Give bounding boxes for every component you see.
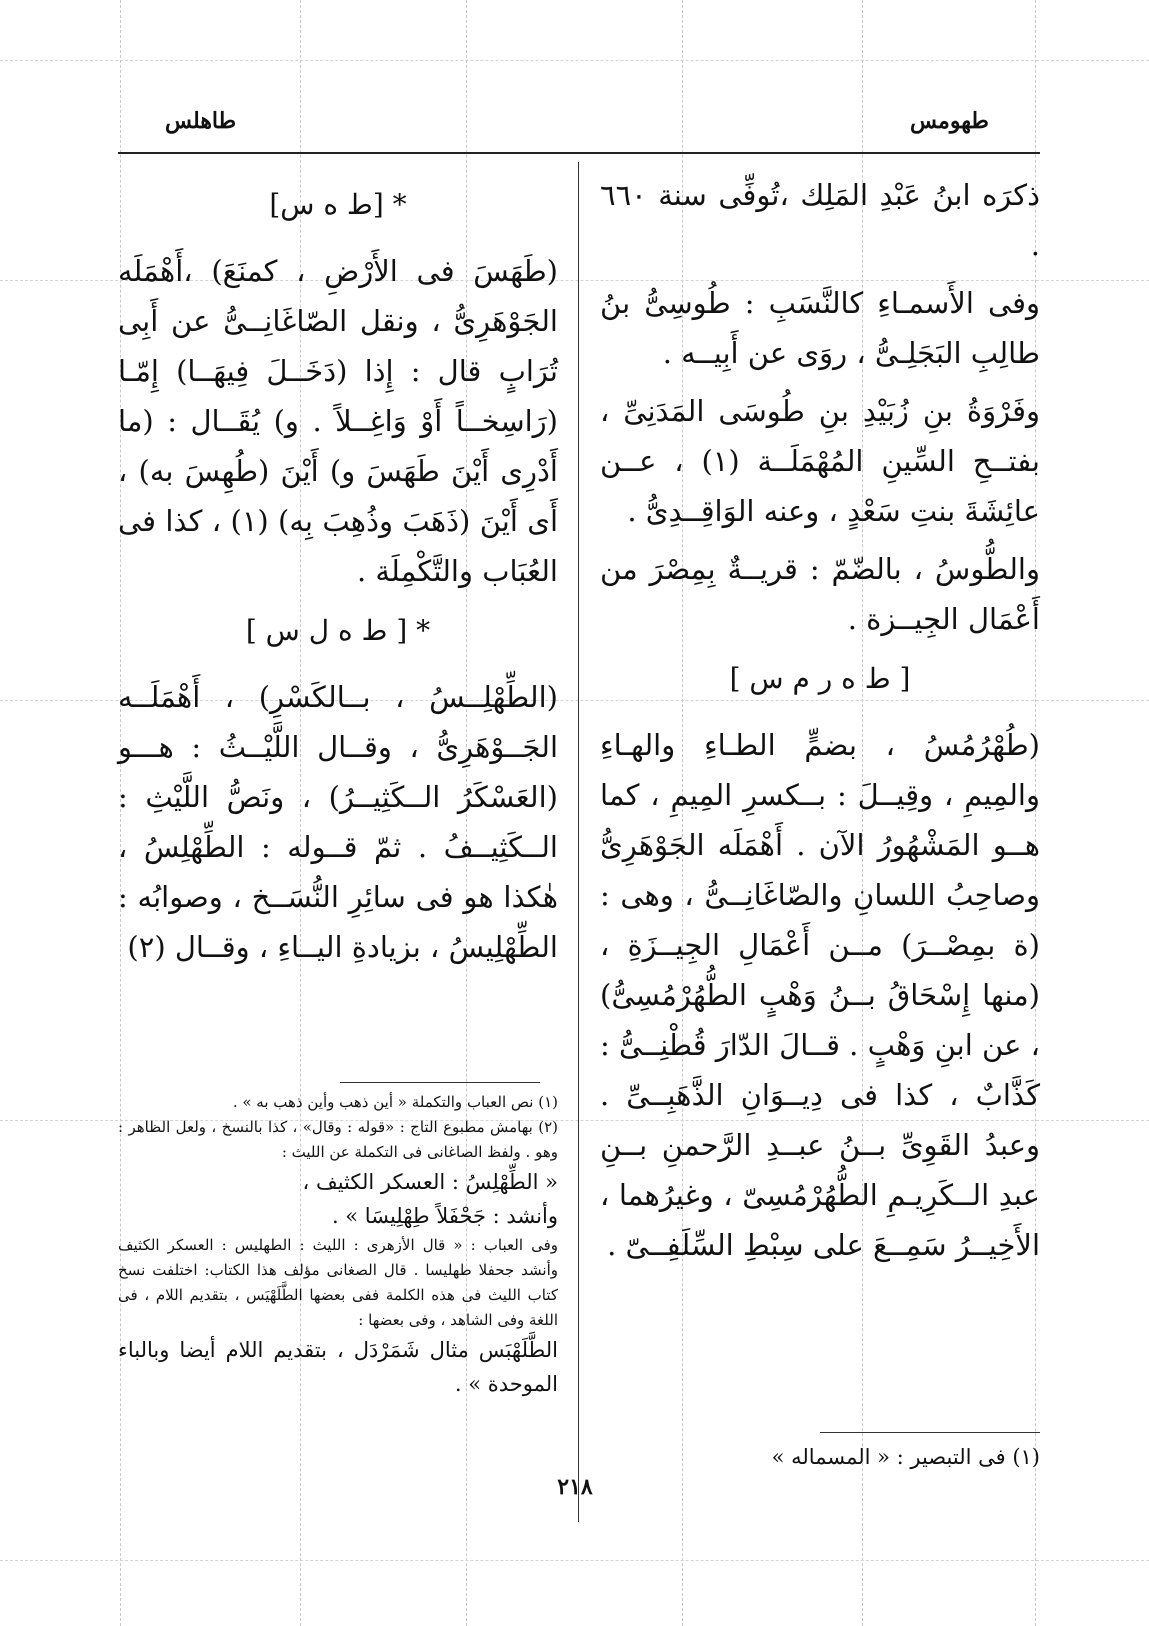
left-column [118, 170, 558, 980]
page-number: ٢١٨ [557, 1474, 593, 1500]
running-head-left: طاهلس [165, 108, 237, 134]
column-divider [578, 162, 579, 1522]
paragraph: والطُّوسُ ، بالضّمّ : قريــةٌ بِمِصْرَ من أَعْمَال الجِيــزة . [600, 552, 1040, 636]
right-column [600, 170, 1040, 1278]
entry-heading: * [ ط ه ل س ] [245, 614, 431, 647]
footnote-rule [820, 1432, 1040, 1433]
entry-heading: [ ط ه ر م س ] [729, 662, 911, 695]
entry-paragraph: (الطِّهْلِــسُ ، بــالكَسْرِ) ، أَهْمَلَــه الجَــوْهَرِىُّ ، وقــال اللَّيْــثُ : هـــو (العَسْكَرُ الــكَثِيــرُ) ، ونَصُّ اللَّيْثِ : الــكَثِيــفُ . ثمّ قــوله : الطِّهْلِسُ ، هٰكذا هو فى سائِرِ النُّسَــخ ، وصوابُه : الطِّهْلِيسُ ، بزيادةِ اليــاءِ ، وقــال (٢) [118, 680, 558, 964]
paragraph: ذكرَه ابنُ عَبْدِ المَلِك ،تُوفِّى سنة ٦٦٠ . [600, 178, 1040, 262]
running-head-right: طهومس [910, 108, 989, 134]
footnote-quote: الطَّلَهْبَس مثال شَمَرْدَل ، بتقديم اللام أيضا وبالباء الموحدة » . [118, 1338, 558, 1396]
left-footnotes [118, 1090, 558, 1401]
scan-guide-line [0, 60, 1149, 61]
footnote-quote: وأنشد : جَحْفَلاً طِهْلِيسَا » . [331, 1204, 558, 1228]
footnote: (١) نص العباب والتكملة « أين ذهب وأين ذهب به » . [232, 1093, 558, 1111]
header-rule [118, 152, 1040, 154]
footnote-rule [340, 1082, 540, 1083]
paragraph: وفى الأَسمـاءِ كالنَّسَبِ : طُوسِىُّ بنُ طالِبِ البَجَلِـىُّ ، روَى عن أَبِيــه . [600, 286, 1040, 370]
footnote: (٢) بهامش مطبوع التاج : «قوله : وقال» ، كذا بالنسخ ، ولعل الظاهر : وهو . ولفظ الصاغانى فى التكملة عن الليث : [118, 1118, 558, 1161]
footnote-continuation: وفى العباب : « قال الأزهرى : الليث : الطهليس : العسكر الكثيف وأنشد جحفلا طهليسا . قال الصغانى مؤلف هذا الكتاب: اختلفت نسخ كتاب الليث فى هذه الكلمة ففى بعضها الطَّلَهْيَس ، بتقديم اللام ، فى اللغة وفى الشاهد ، وفى بعضها : [118, 1236, 558, 1329]
entry-paragraph: (طُهْرُمُسُ ، بضمٍّ الطـاءِ والهـاءِ والمِيمِ ، وقِيــلَ : بــكسرِ المِيمِ ، كما هــو المَشْهُورُ الآن . أَهْمَلَه الجَوْهَرِىُّ وصاحِبُ اللسانِ والصّاغَانِــىُّ ، وهى : (ة بمِصْــرَ) مــن أَعْمَالِ الجِيــزَةِ ، (منها إِسْحَاقُ بــنُ وَهْبٍ الطُّهُرْمُسِىُّ) ، عن ابنِ وَهْبٍ . قــالَ الدّارَ قُطْنِــىُّ : كَذَّابٌ ، كذا فى دِيــوَانِ الذَّهَبِــىِّ . وعبدُ القَوِىِّ بــنُ عبــدِ الرَّحمنِ بــنِ عبدِ الــكَرِيـمِ الطُّهُرْمُسِىّ ، وغيرُهما ، الأَخِيــرُ سَمِــعَ على سِبْطِ السِّلَفِــىّ . [600, 728, 1040, 1262]
paragraph: وفَرْوَةُ بنِ زُبَيْدِ بنِ طُوسَى المَدَنِىِّ ، بفتــحِ السِّينِ المُهْمَلَــة (١) ، عــن عائِشَةَ بنتِ سَعْدٍ ، وعنه الوَاقِــدِىُّ . [600, 394, 1040, 528]
entry-heading: * [ط ه س] [269, 188, 407, 221]
scan-guide-line [0, 1560, 1149, 1561]
entry-paragraph: (طَهَسَ فى الأَرْضِ ، كمنَعَ) ،أَهْمَلَه الجَوْهَرِىُّ ، ونقل الصّاغَانِــىُّ عن أَبِى تُرَابٍ قال : إِذا (دَخَــلَ فِيهَــا) إِمّـا (رَاسِخــاً أَوْ وَاغِــلاً . و) يُقَــال : (ما أَدْرِى أَيْنَ طَهَسَ و) أَيْنَ (طُهِسَ به) ، أَى أَيْنَ (ذَهَبَ وذُهِبَ بِه) (١) ، كذا فى العُبَاب والتَّكْمِلَة . [118, 254, 559, 588]
right-footnotes [600, 1440, 1040, 1476]
footnote-quote: « الطِّهْلِسُ : العسكر الكثيف ، [302, 1170, 558, 1194]
footnote: (١) فى التبصير : « المسماله » [771, 1445, 1040, 1469]
